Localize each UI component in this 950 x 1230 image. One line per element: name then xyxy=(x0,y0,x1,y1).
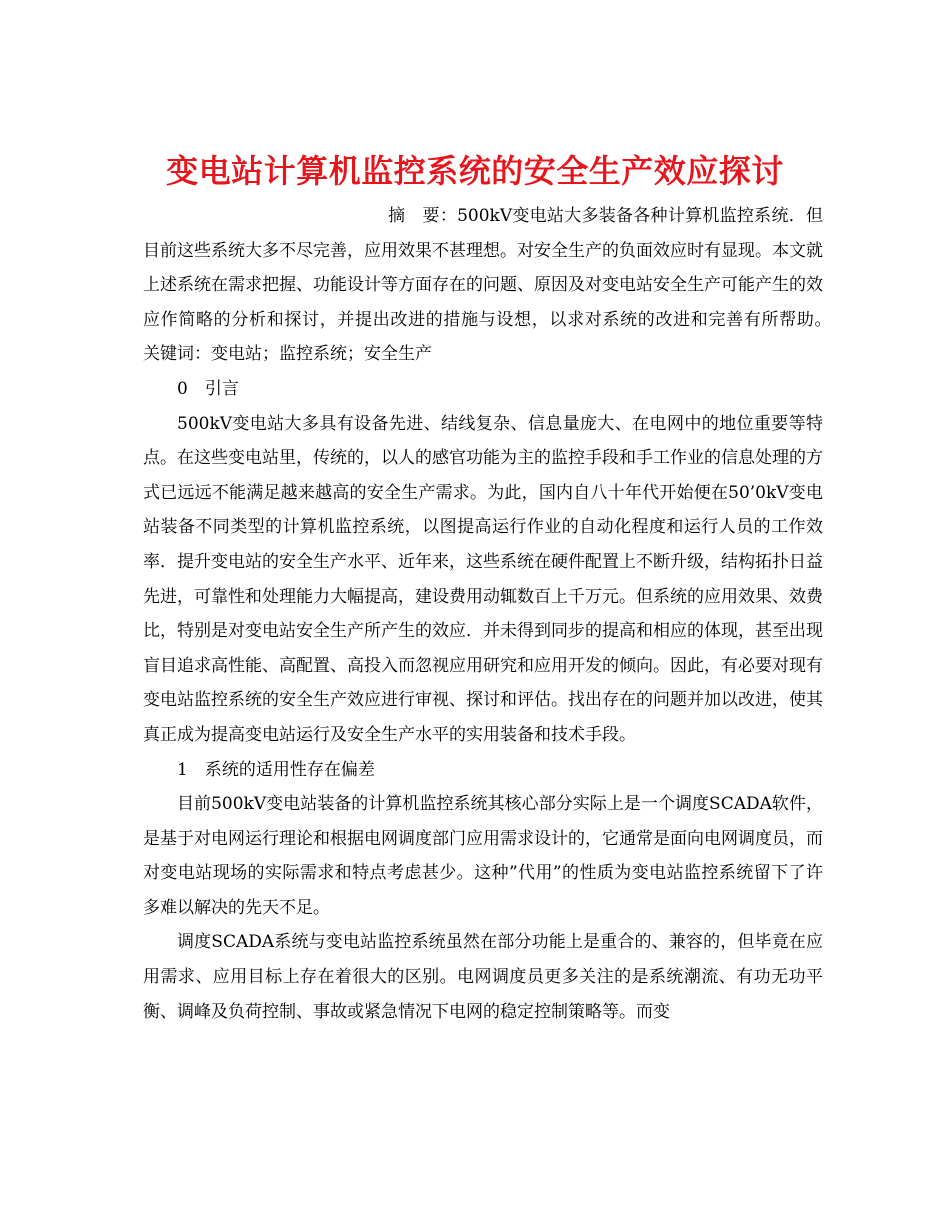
body-paragraph: 500kV变电站大多具有设备先进、结线复杂、信息量庞大、在电网中的地位重要等特点。在这些变电站里，传统的，以人的感官功能为主的监控手段和手工作业的信息处理的方式已远远不能满足越来越高的安全生产需求。为此，国内自八十年代开始便在50’0kV变电站装备不同类型的计算机监控系统，以图提高运行作业的自动化程度和运行人员的工作效率．提升变电站的安全生产水平、近年来，这些系统在硬件配置上不断升级，结构拓扑日益先进，可靠性和处理能力大幅提高，建设费用动辄数百上千万元。但系统的应用效果、效费比，特别是对变电站安全生产所产生的效应．并未得到同步的提高和相应的体现，甚至出现盲目追求高性能、高配置、高投入而忽视应用研究和应用开发的倾向。因此，有必要对现有变电站监控系统的安全生产效应进行审视、探讨和评估。找出存在的问题并加以改进，使其真正成为提高变电站运行及安全生产水平的实用装备和技术手段。 xyxy=(143,413,823,745)
document-body xyxy=(143,199,840,1029)
document-title: 变电站计算机监控系统的安全生产效应探讨 xyxy=(166,152,784,191)
abstract-paragraph: 摘 要：500kV变电站大多装备各种计算机监控系统．但目前这些系统大多不尽完善，应用效果不甚理想。对安全生产的负面效应时有显现。本文就上述系统在需求把握、功能设计等方面存在的问题、原因及对变电站安全生产可能产生的效应作简略的分析和探讨，并提出改进的措施与设想，以求对系统的改进和完善有所帮助。 关键词：变电站；监控系统；安全生产 xyxy=(143,206,840,365)
section-heading-introduction: 0 引言 xyxy=(177,378,239,399)
body-paragraph: 目前500kV变电站装备的计算机监控系统其核心部分实际上是一个调度SCADA软件，是基于对电网运行理论和根据电网调度部门应用需求设计的，它通常是面向电网调度员，而对变电站现场的实际需求和特点考虑甚少。这种”代用”的性质为变电站监控系统留下了许多难以解决的先天不足。 xyxy=(143,794,823,918)
section-heading-applicability: 1 系统的适用性存在偏差 xyxy=(177,759,375,780)
body-paragraph: 调度SCADA系统与变电站监控系统虽然在部分功能上是重合的、兼容的，但毕竟在应用需求、应用目标上存在着很大的区别。电网调度员更多关注的是系统潮流、有功无功平衡、调峰及负荷控制、事故或紧急情况下电网的稳定控制策略等。而变 xyxy=(143,932,823,1022)
